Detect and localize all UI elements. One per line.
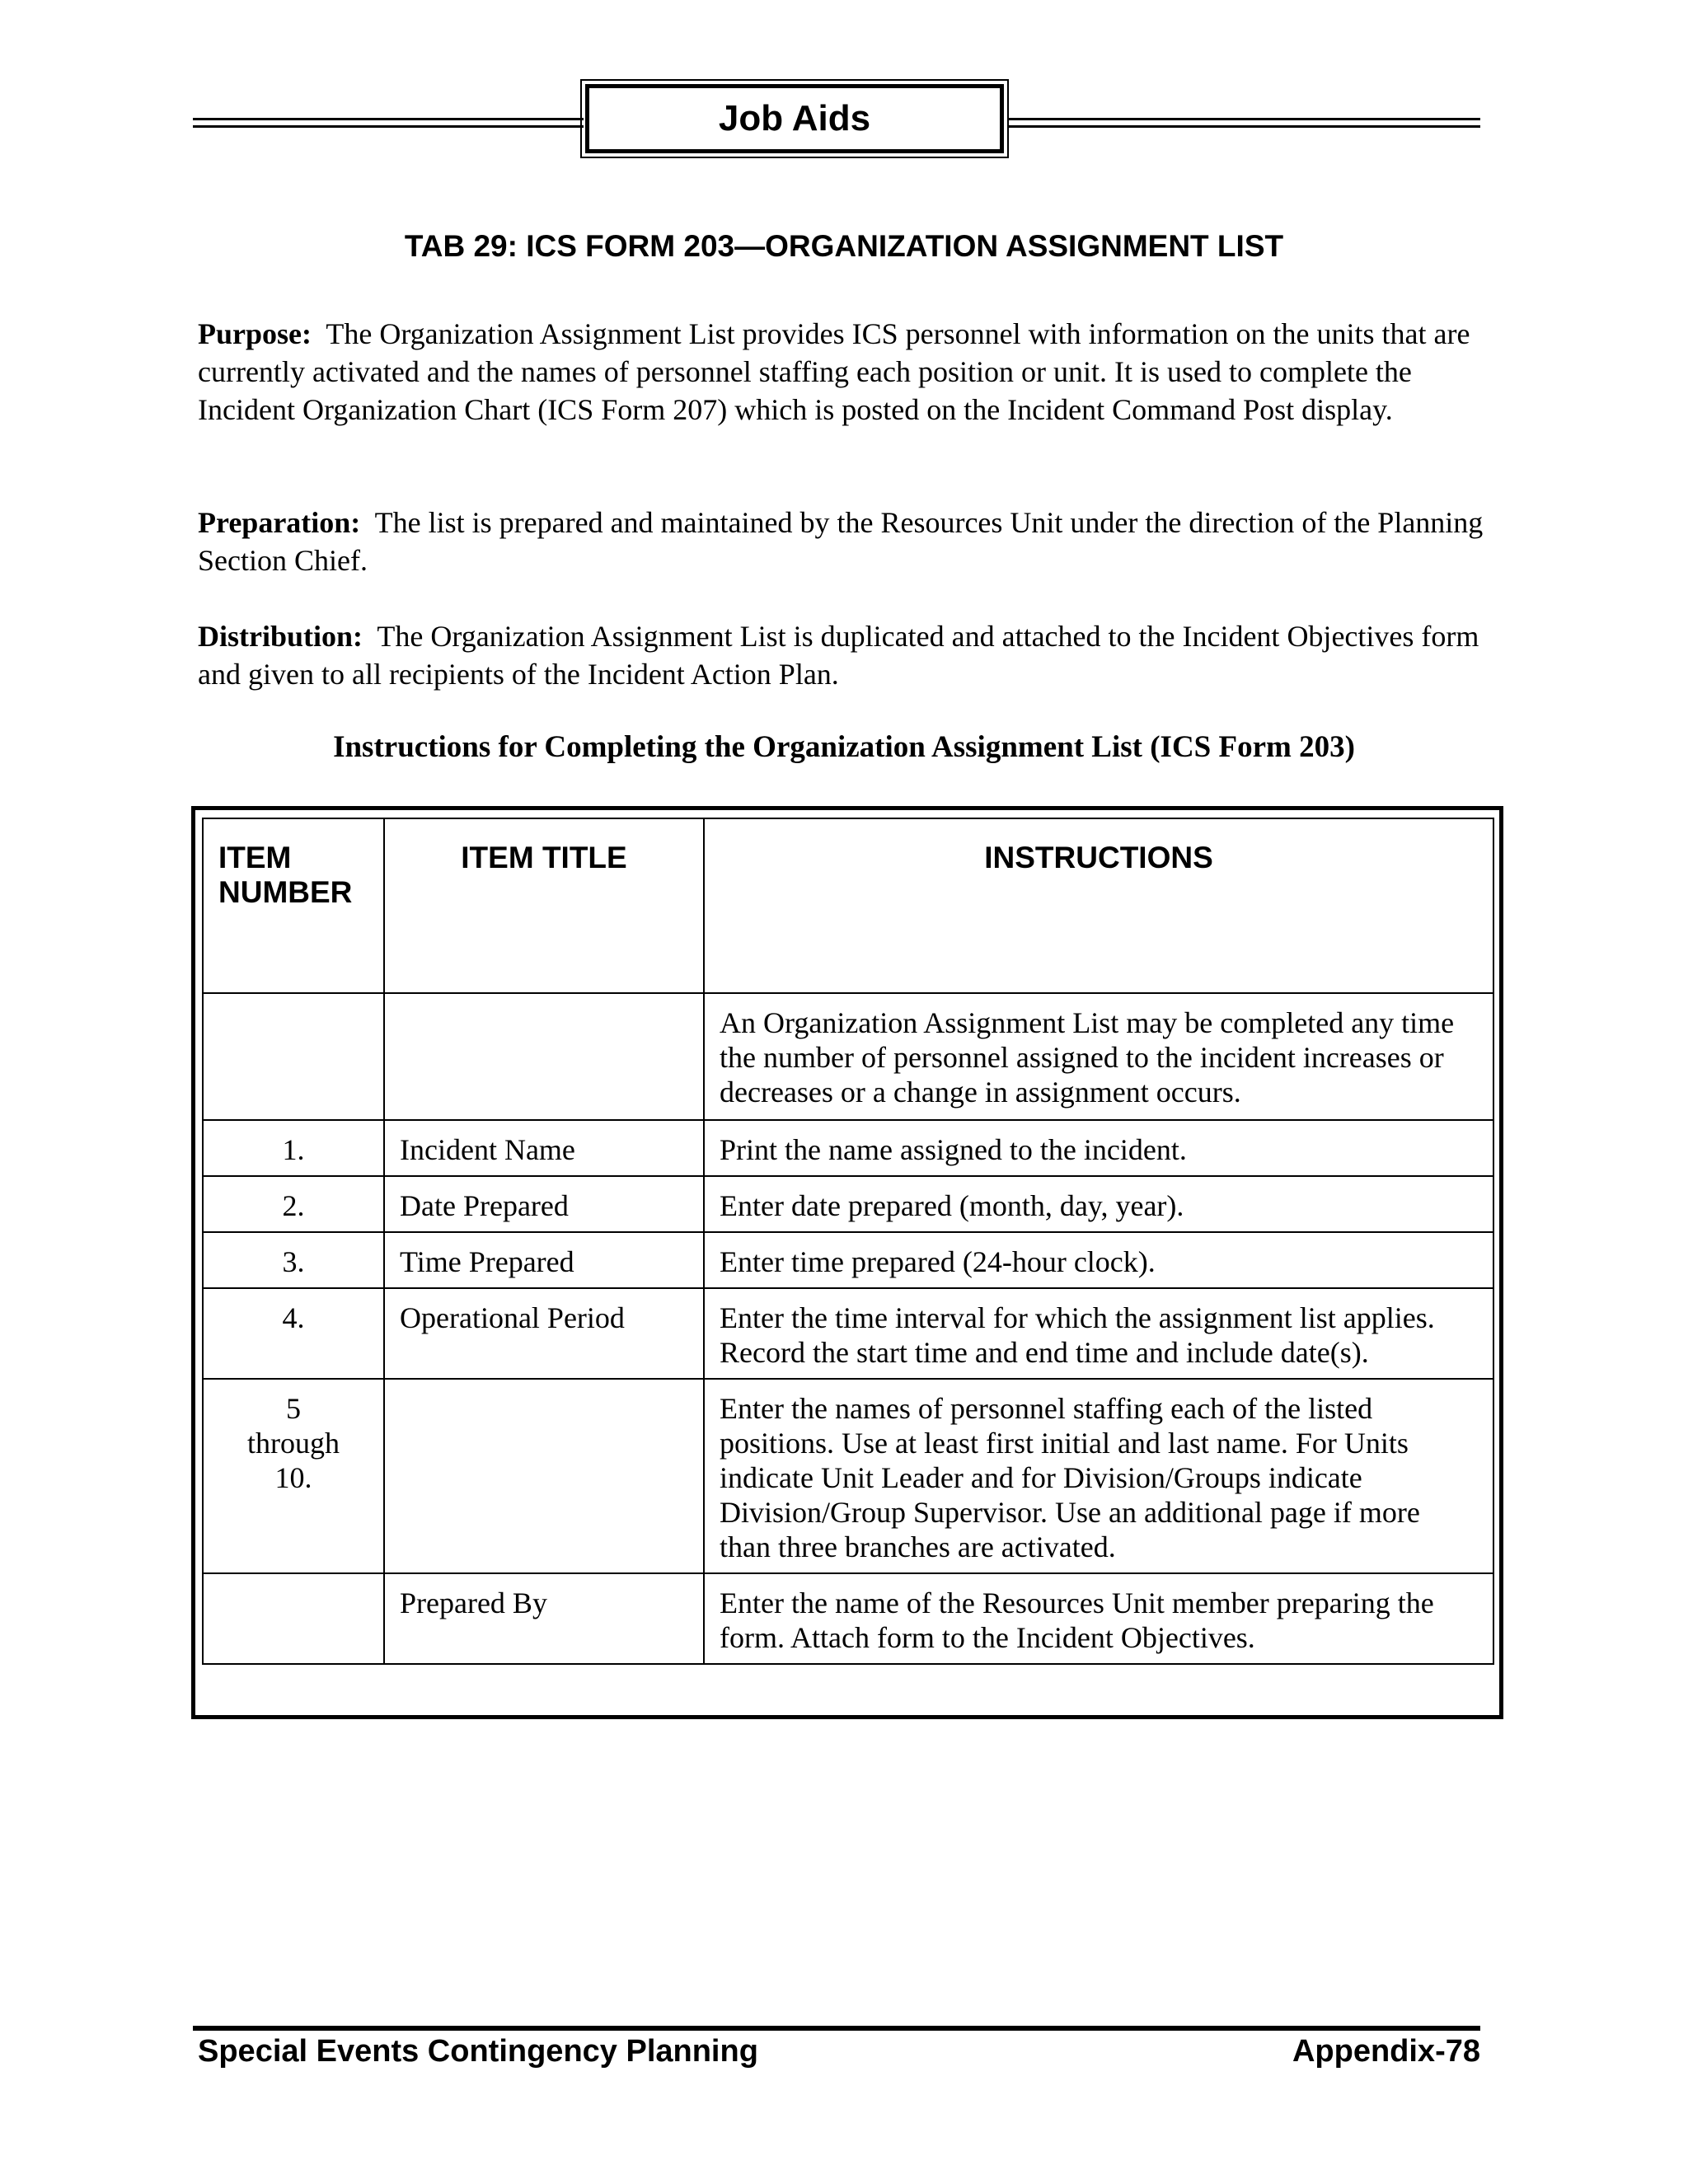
row-instructions: Enter time prepared (24-hour clock).	[704, 1232, 1493, 1288]
header-item-number	[203, 818, 384, 993]
row-number: 2.	[203, 1176, 384, 1232]
table-row	[203, 1573, 1493, 1664]
row-number-line: 5	[286, 1392, 301, 1425]
row-instructions: Enter the names of personnel staffing each of the listed positions. Use at least first initial and last name. For Units indicate Unit Leader and for Division/Groups indicate Division/Group Supervisor. Use an additional page if more than three branches are activated.	[704, 1379, 1493, 1573]
preparation-paragraph	[198, 504, 1500, 579]
table-row	[203, 1288, 1493, 1379]
row-number: 1.	[203, 1120, 384, 1176]
header-item-number-line1: ITEM	[218, 841, 292, 874]
row-title	[384, 1379, 704, 1573]
row-instructions: Enter date prepared (month, day, year).	[704, 1176, 1493, 1232]
table-row	[203, 1176, 1493, 1232]
header-instructions: INSTRUCTIONS	[704, 818, 1493, 993]
row-title	[384, 993, 704, 1120]
row-title: Prepared By	[384, 1573, 704, 1664]
purpose-paragraph	[198, 315, 1500, 429]
purpose-text: The Organization Assignment List provides ICS personnel with information on the units that are currently activated and the names of personnel staffing each position or unit. It is used to complete the Incident Organization Chart (ICS Form 207) which is posted on the Incident Command Post display.	[198, 317, 1470, 426]
preparation-label: Preparation:	[198, 506, 361, 539]
table-row	[203, 1232, 1493, 1288]
header-banner-label: Job Aids	[585, 84, 1004, 153]
row-number	[203, 993, 384, 1120]
purpose-label: Purpose:	[198, 317, 312, 350]
page-title: TAB 29: ICS FORM 203—ORGANIZATION ASSIGNMENT LIST	[404, 229, 1284, 263]
header-rule-right	[1009, 118, 1480, 128]
row-number: 3.	[203, 1232, 384, 1288]
row-instructions: An Organization Assignment List may be completed any time the number of personnel assigned to the incident increases or decreases or a change in assignment occurs.	[704, 993, 1493, 1120]
footer-document-title: Special Events Contingency Planning	[198, 2034, 758, 2069]
distribution-text: The Organization Assignment List is duplicated and attached to the Incident Objectives form and given to all recipients of the Incident Action Plan.	[198, 620, 1479, 691]
header-item-title: ITEM TITLE	[384, 818, 704, 993]
footer-page-number: Appendix-78	[1292, 2034, 1480, 2069]
footer-rule	[193, 2026, 1480, 2031]
row-instructions: Enter the time interval for which the assignment list applies. Record the start time and end time and include date(s).	[704, 1288, 1493, 1379]
row-number: 4.	[203, 1288, 384, 1379]
header-item-number-line2: NUMBER	[218, 875, 353, 909]
header-rule-left	[193, 118, 584, 128]
row-number	[203, 1573, 384, 1664]
table-row	[203, 993, 1493, 1120]
row-title: Date Prepared	[384, 1176, 704, 1232]
row-instructions: Print the name assigned to the incident.	[704, 1120, 1493, 1176]
row-number-line: 10.	[274, 1461, 312, 1494]
distribution-label: Distribution:	[198, 620, 363, 653]
instructions-heading: Instructions for Completing the Organization Assignment List (ICS Form 203)	[333, 730, 1355, 764]
table-row	[203, 1379, 1493, 1573]
instructions-table	[202, 818, 1494, 1665]
row-instructions: Enter the name of the Resources Unit member preparing the form. Attach form to the Incident Objectives.	[704, 1573, 1493, 1664]
row-title: Time Prepared	[384, 1232, 704, 1288]
row-title: Incident Name	[384, 1120, 704, 1176]
table-row	[203, 1120, 1493, 1176]
table-header-row	[203, 818, 1493, 993]
row-title: Operational Period	[384, 1288, 704, 1379]
row-number	[203, 1379, 384, 1573]
row-number-line: through	[247, 1427, 340, 1460]
header-banner	[580, 79, 1009, 158]
distribution-paragraph	[198, 617, 1500, 693]
preparation-text: The list is prepared and maintained by the Resources Unit under the direction of the Planning Section Chief.	[198, 506, 1484, 577]
